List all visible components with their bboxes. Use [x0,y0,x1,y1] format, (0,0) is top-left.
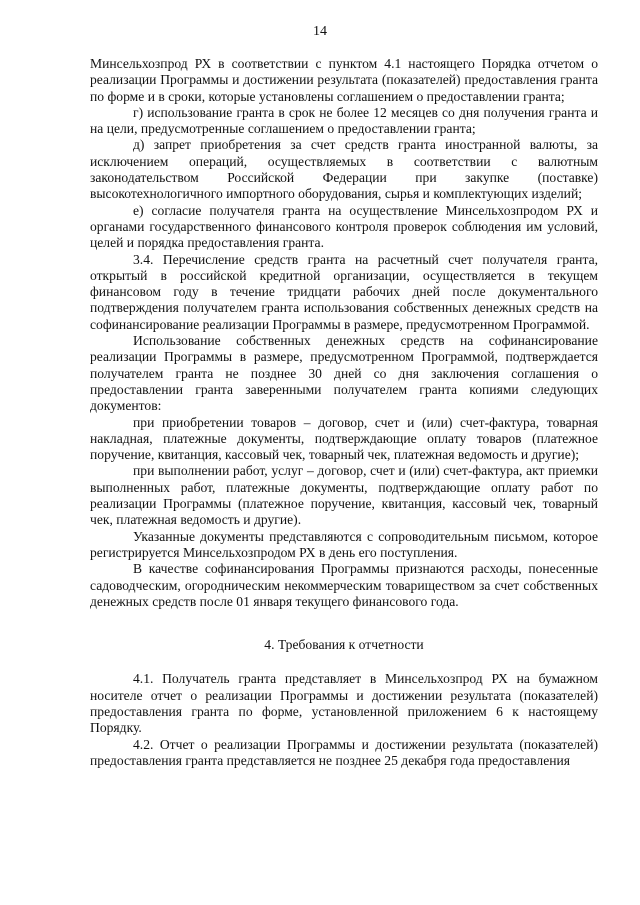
paragraph-item-d: д) запрет приобретения за счет средств гранта иностранной валюты, за исключением операций, осуществляемых в соответствии с валютным законодательством Российской Федерации при закупке (поставке) высокотехнологичного импортного оборудования, сырья и комплектующих изделий; [90,137,598,202]
paragraph-item-e: е) согласие получателя гранта на осуществление Минсельхозпродом РХ и органами государственного финансового контроля проверок соблюдения им условий, целей и порядка предоставления гранта. [90,202,598,251]
paragraph-own-funds: Использование собственных денежных средств на софинансирование реализации Программы в размере, предусмотренном Программой, подтверждается получателем гранта не позднее 30 дней со дня заключения соглашения о предоставлении гранта заверенными получателем гранта копиями следующих документов: [90,333,598,414]
paragraph-cofinancing: В качестве софинансирования Программы признаются расходы, понесенные садоводческим, огородническим некоммерческим товариществом за счет собственных денежных средств после 01 января текущего финансового года. [90,561,598,609]
paragraph-item-g: г) использование гранта в срок не более 12 месяцев со дня получения гранта и на цели, предусмотренные соглашением о предоставлении гранта; [90,104,598,137]
paragraph-goods: при приобретении товаров – договор, счет и (или) счет-фактура, товарная накладная, платежные документы, подтверждающие оплату товаров (платежное поручение, квитанция, кассовый чек, товарный чек, платежная ведомость и другие); [90,414,598,463]
paragraph-works: при выполнении работ, услуг – договор, счет и (или) счет-фактура, акт приемки выполненных работ, платежные документы, подтверждающие оплату работ по реализации Программы (платежное поручение, квитанция, кассовый чек, товарный чек, платежная ведомость и другие). [90,463,598,528]
page-number: 14 [313,24,327,39]
paragraph-documents: Указанные документы представляются с сопроводительным письмом, которое регистрируется Минсельхозпродом РХ в день его поступления. [90,528,598,560]
paragraph-4-2: 4.2. Отчет о реализации Программы и достижении результата (показателей) предоставления гранта представляется не позднее 25 декабря года предоставления [90,736,598,768]
section-heading: 4. Требования к отчетности [264,637,424,653]
paragraph-3-4: 3.4. Перечисление средств гранта на расчетный счет получателя гранта, открытый в российской кредитной организации, осуществляется в текущем финансовом году в течение тридцати рабочих дней после документального подтверждения получателем гранта использования собственных денежных средств на софинансирование реализации Программы в размере, предусмотренном Программой. [90,251,598,332]
paragraph-4-1: 4.1. Получатель гранта представляет в Минсельхозпрод РХ на бумажном носителе отчет о реализации Программы и достижении результата (показателей) предоставления гранта по форме, установленной приложением 6 к настоящему Порядку. [90,671,598,736]
paragraph-continuation: Минсельхозпрод РХ в соответствии с пунктом 4.1 настоящего Порядка отчетом о реализации Программы и достижении результата (показателей) предоставления гранта по форме и в сроки, которые установлены соглашением о предоставлении гранта; [90,56,598,104]
document-body [90,56,598,769]
